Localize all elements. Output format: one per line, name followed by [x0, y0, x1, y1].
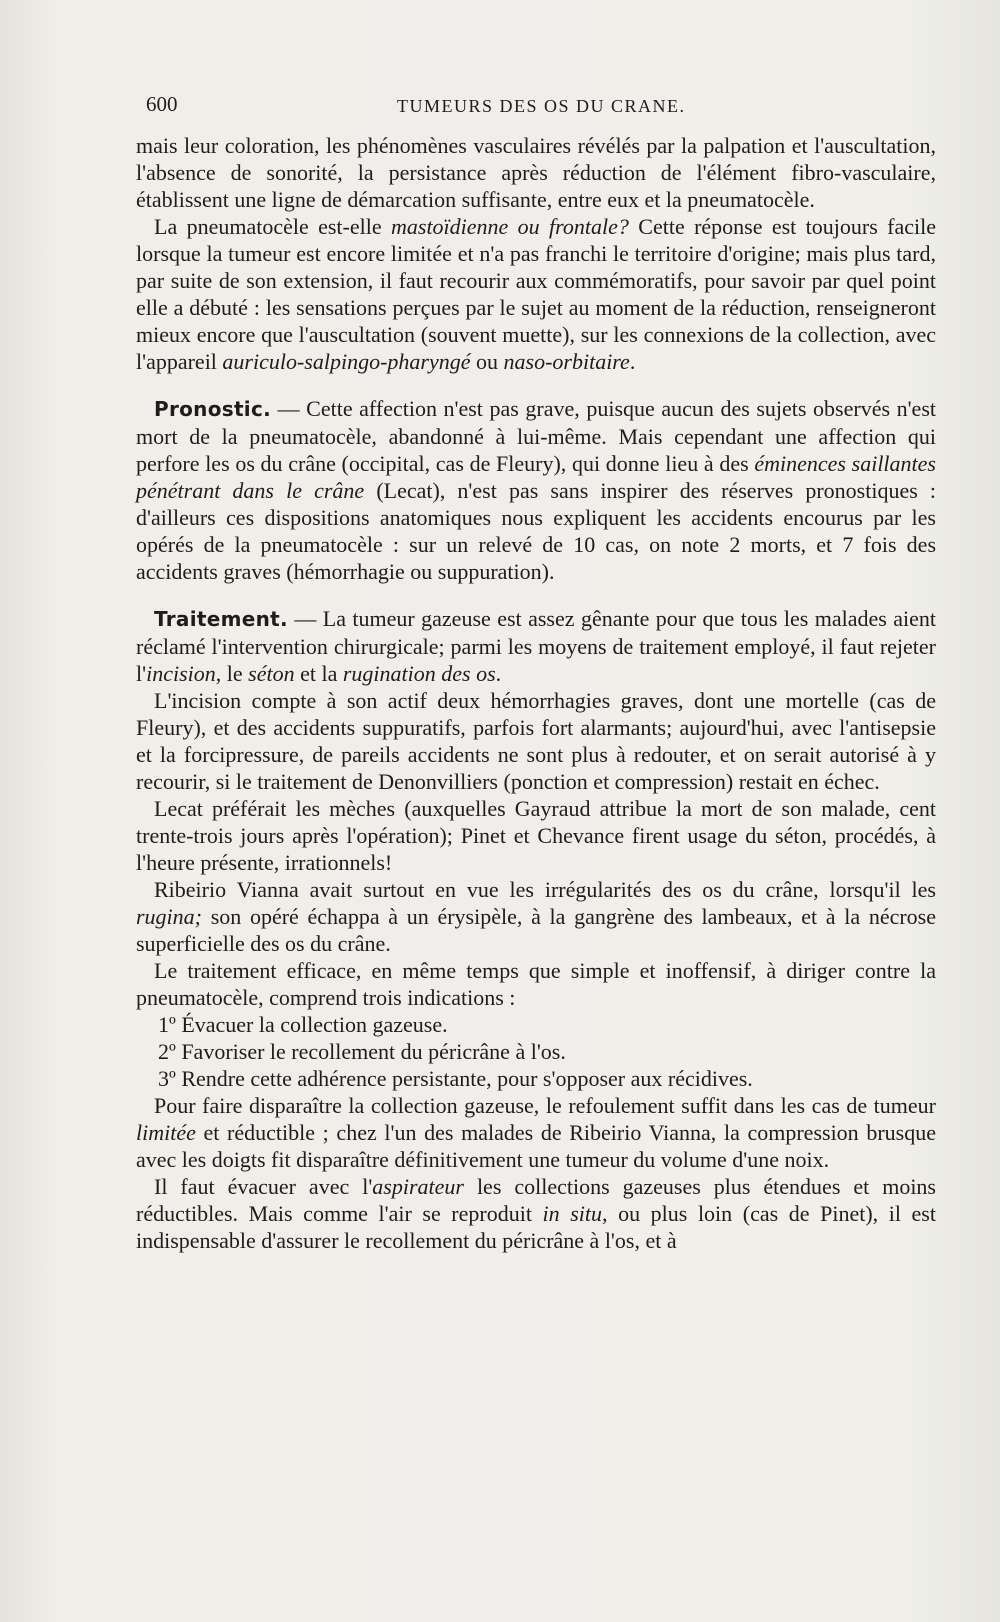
paragraph-efficace: Le traitement efficace, en même temps que simple et inoffensif, à diriger contre la pneumatocèle, comprend trois indications : — [136, 958, 936, 1010]
italic-run: in situ — [542, 1201, 603, 1226]
list-item: 3º Rendre cette adhérence persistante, pour s'opposer aux récidives. — [158, 1066, 753, 1091]
italic-run: rugina; — [136, 904, 202, 929]
italic-run: aspirateur — [372, 1174, 464, 1199]
section-heading-pronostic: Pronostic. — [154, 397, 272, 421]
text-run: Ribeirio Vianna avait surtout en vue les irrégularités des os du crâne, lorsqu'il les — [154, 877, 936, 902]
running-head: TUMEURS DES OS DU CRANE. — [397, 96, 686, 116]
paragraph-evacuer — [136, 1173, 936, 1254]
text-run: son opéré échappa à un érysipèle, à la gangrène des lambeaux, et à la nécrose superficielle des os du crâne. — [136, 904, 936, 956]
text-run: — La tumeur gazeuse est assez gênante pour que tous les malades aient réclamé l'intervention chirurgicale; parmi les moyens de traitement employé, il faut rejeter l' — [136, 606, 936, 686]
list-item: 1º Évacuer la collection gazeuse. — [158, 1012, 448, 1037]
text-run: — Cette affection n'est pas grave, puisque aucun des sujets observés n'est mort de la pneumatocèle, abandonné à lui-même. Mais cependant une affection qui perfore les os du crâne (occipital, cas de Fleury), qui donne lieu à des — [136, 396, 936, 476]
text-run: . — [629, 349, 636, 374]
text-run: . — [495, 661, 502, 686]
italic-run: mastoïdienne ou frontale? — [391, 214, 629, 239]
paragraph-pronostic — [136, 395, 936, 585]
text-run: Cette réponse est toujours facile lorsque la tumeur est encore limitée et n'a pas franchi le territoire d'origine; mais plus tard, par suite de son extension, il faut recourir aux commémoratifs, pour savoir par quel point elle a débuté : les sensations perçues par le sujet au moment de la réduction, renseigneront mieux encore que l'auscultation (souvent muette), sur les connexions de la collection, avec l'appareil — [136, 214, 936, 374]
section-heading-traitement: Traitement. — [154, 607, 288, 631]
text-run: et réductible ; chez l'un des malades de Ribeirio Vianna, la compression brusque avec les doigts fit disparaître définitivement une tumeur du volume d'une noix. — [136, 1120, 936, 1172]
text-run: , le — [215, 661, 249, 686]
italic-run: auriculo-salpingo-pharyngé — [222, 349, 471, 374]
italic-run: séton — [248, 661, 295, 686]
paragraph-incision: L'incision compte à son actif deux hémorrhagies graves, dont une mortelle (cas de Fleury), et des accidents suppuratifs, parfois fort alarmants; aujourd'hui, avec l'antisepsie et la forcipressure, de pareils accidents ne sont plus à redouter, et on serait autorisé à y recourir, si le traitement de Denonvilliers (ponction et compression) restait en échec. — [136, 688, 936, 794]
page-body — [136, 132, 936, 1254]
italic-run: incision — [146, 661, 216, 686]
text-run: et la — [294, 661, 343, 686]
paragraph-faire — [136, 1092, 936, 1173]
paragraph-ribeirio — [136, 876, 936, 957]
italic-run: rugination des os — [342, 661, 496, 686]
italic-run: limitée — [136, 1120, 196, 1145]
text-run: ou — [470, 349, 504, 374]
page-number: 600 — [146, 92, 178, 116]
paragraph-mastoid-frontal — [136, 213, 936, 375]
list-item: 2º Favoriser le recollement du péricrâne à l'os. — [158, 1039, 566, 1064]
text-run: Il faut évacuer avec l' — [154, 1174, 373, 1199]
page-header — [142, 92, 942, 122]
italic-run: naso-orbitaire — [503, 349, 630, 374]
text-run: (Lecat), n'est pas sans inspirer des réserves pronostiques : d'ailleurs ces dispositions anatomiques nous expliquent les accidents encourus par les opérés de la pneumatocèle : sur un relevé de 10 cas, on note 2 morts, et 7 fois des accidents graves (hémorrhagie ou suppuration). — [136, 478, 936, 584]
text-run: les collections gazeuses plus étendues et moins réductibles. Mais comme l'air se reproduit — [136, 1174, 936, 1226]
paragraph-lecat: Lecat préférait les mèches (auxquelles Gayraud attribue la mort de son malade, cent trente-trois jours après l'opération); Pinet et Chevance firent usage du séton, procédés, à l'heure présente, irrationnels! — [136, 796, 936, 875]
paragraph-traitement — [136, 605, 936, 687]
text-run: La pneumatocèle est-elle — [154, 214, 391, 239]
text-run: Pour faire disparaître la collection gazeuse, le refoulement suffit dans les cas de tumeur — [154, 1093, 936, 1118]
paragraph-1: mais leur coloration, les phénomènes vasculaires révélés par la palpation et l'auscultation, l'absence de sonorité, la persistance après réduction de l'élément fibro-vasculaire, établissent une ligne de démarcation suffisante, entre eux et la pneumatocèle. — [136, 133, 936, 212]
text-run: , ou plus loin (cas de Pinet), il est indispensable d'assurer le recollement du péricrâne à l'os, et à — [136, 1201, 936, 1253]
italic-run: éminences saillantes pénétrant dans le crâne — [136, 451, 936, 503]
